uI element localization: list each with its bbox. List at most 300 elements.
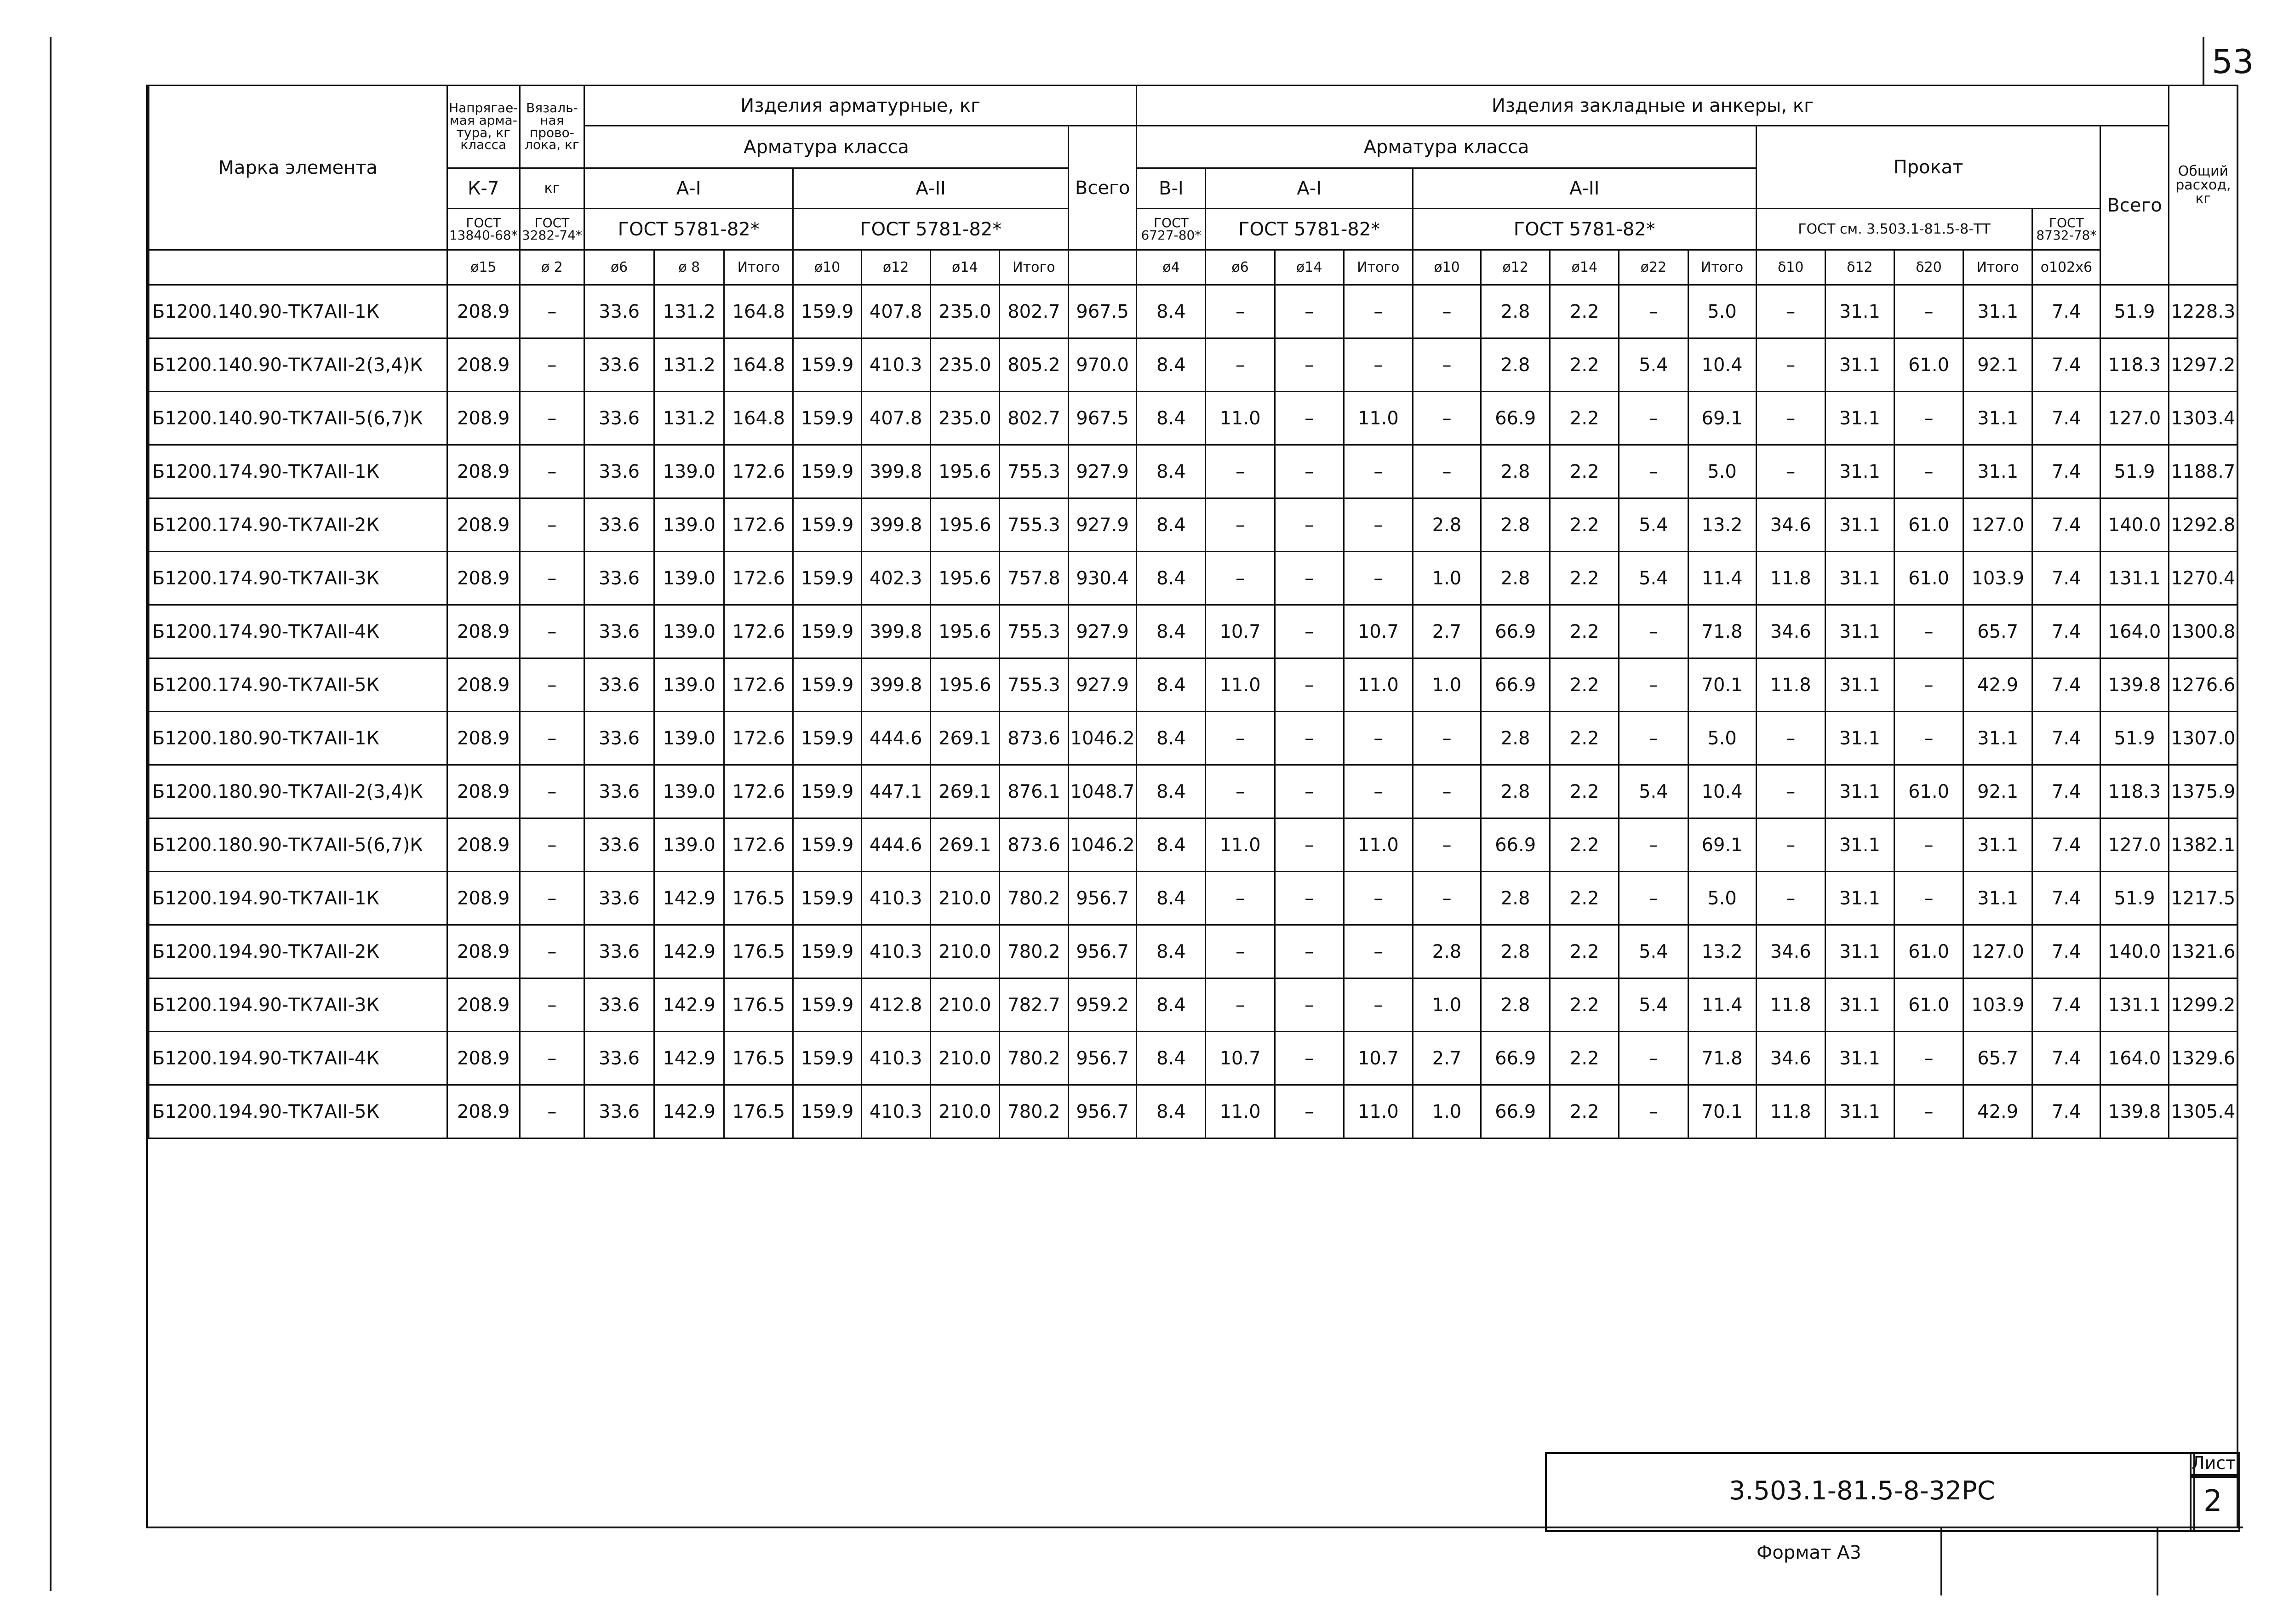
value-cell: 33.6 (584, 712, 654, 765)
value-cell: 118.3 (2100, 338, 2169, 392)
value-cell: 66.9 (1481, 658, 1550, 712)
value-cell: 172.6 (724, 605, 793, 658)
value-cell: 31.1 (1963, 285, 2032, 338)
table-row (149, 285, 2238, 338)
value-cell: – (1619, 392, 1688, 445)
value-cell: 11.0 (1206, 1085, 1275, 1138)
value-cell: 2.8 (1481, 765, 1550, 818)
value-cell: 142.9 (654, 872, 724, 925)
value-cell: – (520, 1032, 584, 1085)
value-cell: 195.6 (930, 552, 999, 605)
value-cell: 11.8 (1756, 978, 1825, 1032)
value-cell: 402.3 (861, 552, 930, 605)
value-cell: 2.2 (1550, 1085, 1619, 1138)
value-cell: – (1275, 285, 1344, 338)
value-cell: 5.4 (1619, 552, 1688, 605)
value-cell: 33.6 (584, 1085, 654, 1138)
value-cell: 1321.6 (2169, 925, 2237, 978)
value-cell: 410.3 (861, 338, 930, 392)
value-cell: 407.8 (861, 392, 930, 445)
page-number-divider (2203, 37, 2204, 85)
value-cell: – (520, 872, 584, 925)
diameter-cell: ø15 (447, 250, 520, 285)
value-cell: 208.9 (447, 872, 520, 925)
value-cell: – (1344, 872, 1413, 925)
element-mark: Б1200.180.90-ТК7АII-1К (149, 712, 447, 765)
value-cell: 1329.6 (2169, 1032, 2237, 1085)
value-cell: 7.4 (2032, 1085, 2100, 1138)
format-label: Формат А3 (1757, 1542, 1861, 1563)
value-cell: 7.4 (2032, 552, 2100, 605)
value-cell: 139.8 (2100, 1085, 2169, 1138)
value-cell: – (1275, 445, 1344, 498)
diameter-cell: Итого (724, 250, 793, 285)
value-cell: 1228.3 (2169, 285, 2237, 338)
value-cell: 208.9 (447, 605, 520, 658)
value-cell: 33.6 (584, 872, 654, 925)
diameter-cell: ø6 (584, 250, 654, 285)
value-cell: – (1756, 445, 1825, 498)
value-cell: – (1275, 338, 1344, 392)
value-cell: 13.2 (1688, 925, 1756, 978)
sheet-number: 2 (2203, 1484, 2222, 1518)
value-cell: – (1275, 1085, 1344, 1138)
value-cell: 2.8 (1481, 712, 1550, 765)
value-cell: 235.0 (930, 338, 999, 392)
value-cell: 2.8 (1481, 498, 1550, 552)
header-total-left: Всего (1069, 126, 1137, 250)
value-cell: 8.4 (1137, 658, 1206, 712)
value-cell: 210.0 (930, 1032, 999, 1085)
diameter-cell: ø22 (1619, 250, 1688, 285)
value-cell: 269.1 (930, 818, 999, 872)
value-cell: 11.8 (1756, 552, 1825, 605)
value-cell: 10.7 (1344, 1032, 1413, 1085)
value-cell: 410.3 (861, 1085, 930, 1138)
value-cell: – (1413, 445, 1481, 498)
table-row (149, 658, 2238, 712)
value-cell: 967.5 (1069, 285, 1137, 338)
value-cell: 195.6 (930, 658, 999, 712)
diameter-cell: o102x6 (2032, 250, 2100, 285)
element-mark: Б1200.180.90-ТК7АII-2(3,4)К (149, 765, 447, 818)
value-cell: 2.2 (1550, 445, 1619, 498)
value-cell: 412.8 (861, 978, 930, 1032)
value-cell: – (520, 658, 584, 712)
value-cell: 399.8 (861, 658, 930, 712)
value-cell: 164.8 (724, 392, 793, 445)
value-cell: 755.3 (999, 498, 1068, 552)
value-cell: 140.0 (2100, 925, 2169, 978)
value-cell: 195.6 (930, 605, 999, 658)
element-mark: Б1200.140.90-ТК7АII-5(6,7)К (149, 392, 447, 445)
value-cell: 210.0 (930, 1085, 999, 1138)
value-cell: 92.1 (1963, 338, 2032, 392)
table-row (149, 445, 2238, 498)
value-cell: 805.2 (999, 338, 1068, 392)
value-cell: 61.0 (1894, 552, 1963, 605)
value-cell: 159.9 (793, 872, 861, 925)
value-cell: 2.8 (1481, 872, 1550, 925)
value-cell: 176.5 (724, 1085, 793, 1138)
value-cell: 2.2 (1550, 285, 1619, 338)
value-cell: 2.2 (1550, 712, 1619, 765)
value-cell: 164.8 (724, 285, 793, 338)
header-rebar-class-left: Арматура класса (584, 126, 1068, 168)
diameter-cell: ø14 (1275, 250, 1344, 285)
value-cell: – (1619, 658, 1688, 712)
value-cell: – (1756, 818, 1825, 872)
value-cell: 31.1 (1825, 1085, 1894, 1138)
diameter-cell: δ20 (1894, 250, 1963, 285)
value-cell: 2.2 (1550, 925, 1619, 978)
value-cell: – (1619, 605, 1688, 658)
element-mark: Б1200.174.90-ТК7АII-3К (149, 552, 447, 605)
value-cell: 70.1 (1688, 1085, 1756, 1138)
value-cell: 31.1 (1825, 765, 1894, 818)
value-cell: 71.8 (1688, 605, 1756, 658)
value-cell: – (520, 552, 584, 605)
value-cell: 1375.9 (2169, 765, 2237, 818)
value-cell: – (1756, 392, 1825, 445)
value-cell: 159.9 (793, 1032, 861, 1085)
header-embedded-products: Изделия закладные и анкеры, кг (1137, 86, 2169, 126)
value-cell: 2.2 (1550, 765, 1619, 818)
value-cell: 172.6 (724, 445, 793, 498)
value-cell: 139.0 (654, 552, 724, 605)
value-cell: – (1413, 765, 1481, 818)
value-cell: – (520, 605, 584, 658)
value-cell: 802.7 (999, 285, 1068, 338)
element-mark: Б1200.174.90-ТК7АII-1К (149, 445, 447, 498)
value-cell: 2.2 (1550, 818, 1619, 872)
value-cell: 210.0 (930, 925, 999, 978)
element-mark: Б1200.194.90-ТК7АII-2К (149, 925, 447, 978)
value-cell: 159.9 (793, 925, 861, 978)
value-cell: 139.0 (654, 445, 724, 498)
value-cell: 139.0 (654, 712, 724, 765)
value-cell: 69.1 (1688, 818, 1756, 872)
value-cell: 176.5 (724, 1032, 793, 1085)
value-cell: 142.9 (654, 1032, 724, 1085)
value-cell: 66.9 (1481, 1085, 1550, 1138)
value-cell: 142.9 (654, 925, 724, 978)
value-cell: 11.0 (1344, 392, 1413, 445)
diameter-cell: ø4 (1137, 250, 1206, 285)
value-cell: 407.8 (861, 285, 930, 338)
value-cell: 755.3 (999, 658, 1068, 712)
value-cell: 42.9 (1963, 658, 2032, 712)
table-row (149, 765, 2238, 818)
value-cell: 159.9 (793, 338, 861, 392)
value-cell: – (1756, 338, 1825, 392)
value-cell: 176.5 (724, 925, 793, 978)
value-cell: 139.0 (654, 765, 724, 818)
diameter-cell: Итого (999, 250, 1068, 285)
value-cell: 66.9 (1481, 392, 1550, 445)
value-cell: 11.0 (1206, 392, 1275, 445)
value-cell: – (1206, 872, 1275, 925)
diameter-cell: ø6 (1206, 250, 1275, 285)
value-cell: – (1413, 285, 1481, 338)
value-cell: 31.1 (1963, 445, 2032, 498)
value-cell: 127.0 (2100, 818, 2169, 872)
value-cell: 172.6 (724, 552, 793, 605)
value-cell: 7.4 (2032, 765, 2100, 818)
document-code: 3.503.1-81.5-8-32РС (1729, 1476, 1995, 1506)
value-cell: 1305.4 (2169, 1085, 2237, 1138)
value-cell: 33.6 (584, 392, 654, 445)
value-cell: 11.0 (1344, 1085, 1413, 1138)
value-cell: – (1894, 392, 1963, 445)
value-cell: 927.9 (1069, 498, 1137, 552)
value-cell: 159.9 (793, 285, 861, 338)
value-cell: 1048.7 (1069, 765, 1137, 818)
value-cell: 8.4 (1137, 925, 1206, 978)
diameter-cell: ø 2 (520, 250, 584, 285)
value-cell: 8.4 (1137, 338, 1206, 392)
element-mark: Б1200.180.90-ТК7АII-5(6,7)К (149, 818, 447, 872)
value-cell: 103.9 (1963, 978, 2032, 1032)
value-cell: 927.9 (1069, 605, 1137, 658)
header-overall: Общий расход, кг (2169, 86, 2237, 285)
value-cell: 65.7 (1963, 605, 2032, 658)
table-row (149, 392, 2238, 445)
value-cell: 8.4 (1137, 765, 1206, 818)
value-cell: 208.9 (447, 818, 520, 872)
value-cell: 172.6 (724, 712, 793, 765)
value-cell: – (1344, 925, 1413, 978)
value-cell: 33.6 (584, 445, 654, 498)
value-cell: – (1206, 338, 1275, 392)
value-cell: 2.2 (1550, 392, 1619, 445)
header-prestressed: Напрягае-мая арма-тура, кг класса (447, 86, 520, 168)
header-rolled: Прокат (1756, 126, 2100, 209)
value-cell: 873.6 (999, 712, 1068, 765)
value-cell: 7.4 (2032, 712, 2100, 765)
value-cell: 2.2 (1550, 338, 1619, 392)
value-cell: 208.9 (447, 978, 520, 1032)
value-cell: 755.3 (999, 605, 1068, 658)
diameter-cell: ø12 (861, 250, 930, 285)
value-cell: 2.8 (1413, 498, 1481, 552)
value-cell: 61.0 (1894, 925, 1963, 978)
value-cell: 195.6 (930, 445, 999, 498)
value-cell: – (1275, 872, 1344, 925)
value-cell: 159.9 (793, 818, 861, 872)
value-cell: 31.1 (1825, 552, 1894, 605)
value-cell: – (1894, 1085, 1963, 1138)
value-cell: 873.6 (999, 818, 1068, 872)
value-cell: – (1206, 445, 1275, 498)
value-cell: 1.0 (1413, 978, 1481, 1032)
value-cell: 2.2 (1550, 605, 1619, 658)
value-cell: 7.4 (2032, 818, 2100, 872)
value-cell: 11.4 (1688, 552, 1756, 605)
diameter-cell: Итого (1963, 250, 2032, 285)
header-gost-5781-a: ГОСТ 5781-82* (584, 209, 793, 250)
value-cell: – (520, 712, 584, 765)
value-cell: – (1756, 872, 1825, 925)
value-cell: 10.7 (1344, 605, 1413, 658)
value-cell: 444.6 (861, 712, 930, 765)
value-cell: 2.8 (1481, 552, 1550, 605)
value-cell: 51.9 (2100, 872, 2169, 925)
value-cell: 103.9 (1963, 552, 2032, 605)
value-cell: – (1413, 872, 1481, 925)
value-cell: – (1894, 872, 1963, 925)
value-cell: 131.1 (2100, 978, 2169, 1032)
diameter-cell: ø10 (793, 250, 861, 285)
value-cell: 61.0 (1894, 978, 1963, 1032)
value-cell: 51.9 (2100, 445, 2169, 498)
value-cell: 159.9 (793, 978, 861, 1032)
value-cell: 159.9 (793, 765, 861, 818)
value-cell: 780.2 (999, 1032, 1068, 1085)
value-cell: – (1206, 552, 1275, 605)
value-cell: 927.9 (1069, 445, 1137, 498)
value-cell: 31.1 (1825, 605, 1894, 658)
value-cell: 31.1 (1825, 818, 1894, 872)
value-cell: 5.0 (1688, 712, 1756, 765)
value-cell: – (1619, 1032, 1688, 1085)
element-mark: Б1200.194.90-ТК7АII-4К (149, 1032, 447, 1085)
value-cell: 61.0 (1894, 498, 1963, 552)
header-a2-left: А-II (793, 168, 1069, 209)
value-cell: 159.9 (793, 1085, 861, 1138)
table-row (149, 978, 2238, 1032)
element-mark: Б1200.194.90-ТК7АII-3К (149, 978, 447, 1032)
value-cell: 31.1 (1825, 498, 1894, 552)
value-cell: 66.9 (1481, 818, 1550, 872)
format-divider-2 (2157, 1527, 2158, 1595)
value-cell: 31.1 (1963, 712, 2032, 765)
value-cell: – (520, 392, 584, 445)
header-mark: Марка элемента (149, 86, 447, 250)
value-cell: 69.1 (1688, 392, 1756, 445)
diameter-cell: δ10 (1756, 250, 1825, 285)
diameter-cell: ø10 (1413, 250, 1481, 285)
element-mark: Б1200.174.90-ТК7АII-5К (149, 658, 447, 712)
value-cell: 7.4 (2032, 658, 2100, 712)
value-cell: 7.4 (2032, 978, 2100, 1032)
value-cell: 11.8 (1756, 1085, 1825, 1138)
diameter-cell: Итого (1688, 250, 1756, 285)
value-cell: 34.6 (1756, 1032, 1825, 1085)
value-cell: – (1619, 712, 1688, 765)
value-cell: 2.7 (1413, 1032, 1481, 1085)
table-body (149, 285, 2238, 1138)
value-cell: 8.4 (1137, 1032, 1206, 1085)
value-cell: 8.4 (1137, 392, 1206, 445)
value-cell: – (1894, 445, 1963, 498)
value-cell: – (1756, 712, 1825, 765)
value-cell: 33.6 (584, 658, 654, 712)
value-cell: 164.0 (2100, 605, 2169, 658)
value-cell: 33.6 (584, 338, 654, 392)
value-cell: 7.4 (2032, 445, 2100, 498)
value-cell: – (1275, 498, 1344, 552)
element-mark: Б1200.194.90-ТК7АII-1К (149, 872, 447, 925)
value-cell: 164.0 (2100, 1032, 2169, 1085)
value-cell: 131.1 (2100, 552, 2169, 605)
value-cell: 7.4 (2032, 285, 2100, 338)
value-cell: – (1344, 285, 1413, 338)
value-cell: 159.9 (793, 498, 861, 552)
value-cell: 118.3 (2100, 765, 2169, 818)
header-b1: В-I (1137, 168, 1206, 209)
value-cell: – (1344, 765, 1413, 818)
value-cell: – (1413, 392, 1481, 445)
value-cell: 34.6 (1756, 498, 1825, 552)
value-cell: – (1275, 818, 1344, 872)
value-cell: 31.1 (1825, 392, 1894, 445)
value-cell: – (1344, 498, 1413, 552)
value-cell: – (1344, 552, 1413, 605)
binding-margin-line (50, 37, 52, 1591)
value-cell: 2.2 (1550, 978, 1619, 1032)
value-cell: – (1344, 978, 1413, 1032)
value-cell: 2.8 (1481, 978, 1550, 1032)
value-cell: 140.0 (2100, 498, 2169, 552)
value-cell: 10.7 (1206, 1032, 1275, 1085)
value-cell: 31.1 (1825, 285, 1894, 338)
value-cell: 1217.5 (2169, 872, 2237, 925)
value-cell: 70.1 (1688, 658, 1756, 712)
value-cell: 11.0 (1206, 818, 1275, 872)
header-gost-3282: ГОСТ 3282-74* (520, 209, 584, 250)
value-cell: 159.9 (793, 392, 861, 445)
value-cell: 159.9 (793, 552, 861, 605)
value-cell: 10.7 (1206, 605, 1275, 658)
header-gost-5781-b: ГОСТ 5781-82* (793, 209, 1069, 250)
element-mark: Б1200.174.90-ТК7АII-4К (149, 605, 447, 658)
value-cell: 208.9 (447, 765, 520, 818)
value-cell: – (1619, 818, 1688, 872)
value-cell: – (1206, 765, 1275, 818)
value-cell: – (520, 818, 584, 872)
value-cell: 2.2 (1550, 1032, 1619, 1085)
value-cell: 208.9 (447, 658, 520, 712)
value-cell: 8.4 (1137, 445, 1206, 498)
value-cell: 410.3 (861, 872, 930, 925)
header-binding-wire: Вязаль-ная прово-лока, кг (520, 86, 584, 168)
value-cell: 956.7 (1069, 1085, 1137, 1138)
value-cell: 410.3 (861, 1032, 930, 1085)
value-cell: 2.8 (1481, 925, 1550, 978)
value-cell: 13.2 (1688, 498, 1756, 552)
value-cell: 956.7 (1069, 925, 1137, 978)
value-cell: 956.7 (1069, 1032, 1137, 1085)
value-cell: – (1413, 818, 1481, 872)
header-k7: К-7 (447, 168, 520, 209)
diameter-cell: Итого (1344, 250, 1413, 285)
value-cell: 235.0 (930, 285, 999, 338)
value-cell: 8.4 (1137, 498, 1206, 552)
value-cell: 31.1 (1825, 712, 1894, 765)
value-cell: 33.6 (584, 285, 654, 338)
value-cell: – (1413, 338, 1481, 392)
value-cell: 31.1 (1825, 338, 1894, 392)
value-cell: – (1275, 605, 1344, 658)
value-cell: 5.4 (1619, 765, 1688, 818)
element-mark: Б1200.140.90-ТК7АII-2(3,4)К (149, 338, 447, 392)
value-cell: 1.0 (1413, 552, 1481, 605)
value-cell: 210.0 (930, 978, 999, 1032)
value-cell: 8.4 (1137, 605, 1206, 658)
value-cell: 142.9 (654, 978, 724, 1032)
value-cell: 2.8 (1481, 338, 1550, 392)
